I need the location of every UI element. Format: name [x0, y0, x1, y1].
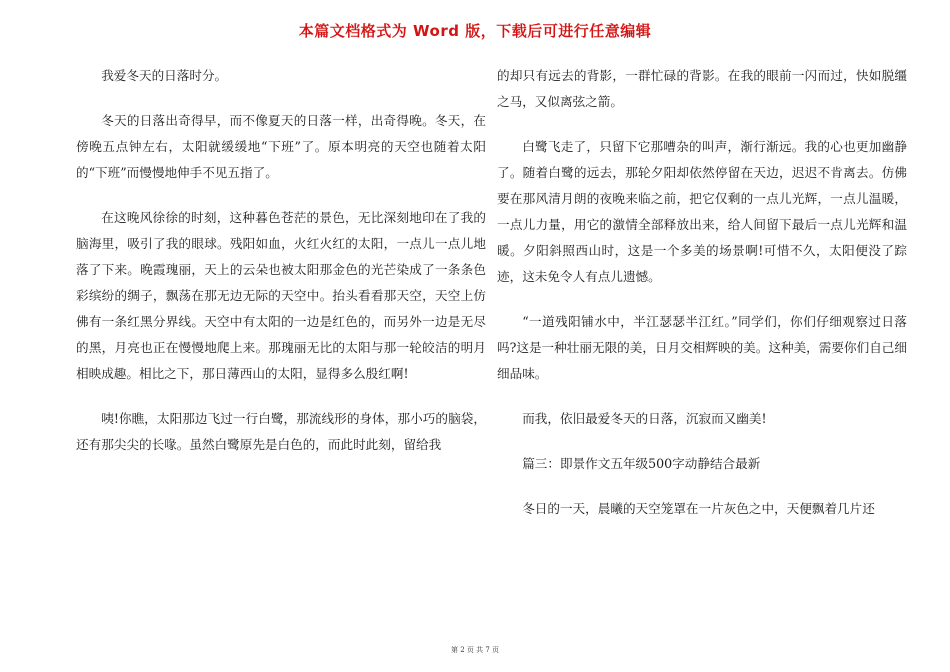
paragraph: 的却只有远去的背影，一群忙碌的背影。在我的眼前一闪而过，快如脱缰之马，又似离弦之箭。: [497, 68, 907, 109]
paragraph: 而我，依旧最爱冬天的日落，沉寂而又幽美!: [522, 411, 767, 426]
paragraph: 我爱冬天的日落时分。: [101, 68, 228, 83]
section-heading: 篇三：即景作文五年级500字动静结合最新: [522, 456, 761, 471]
paragraph: 冬日的一天，晨曦的天空笼罩在一片灰色之中，天便飘着几片还: [522, 501, 875, 516]
left-column: [76, 63, 486, 477]
word-edit-banner: 本篇文档格式为 Word 版，下载后可进行任意编辑: [298, 22, 652, 40]
page-number: 第 2 页 共 7 页: [450, 646, 500, 654]
paragraph: “一道残阳铺水中，半江瑟瑟半江红。”同学们，你们仔细观察过日落吗?这是一种壮丽无限的美，日月交相辉映的美。这种美，需要你们自己细细品味。: [497, 314, 907, 381]
paragraph: 在这晚风徐徐的时刻，这种暮色苍茫的景色，无比深刻地印在了我的脑海里，吸引了我的眼球。残阳如血，火红火红的太阳，一点儿一点儿地落了下来。晚霞瑰丽，天上的云朵也被太阳那金色的光芒染成了一条条色彩缤纷的绸子，飘荡在那无边无际的天空中。抬头看看那天空，天空上仿佛有一条红黑分界线。天空中有太阳的一边是红色的，而另外一边是无尽的黑，月亮也正在慢慢地爬上来。那瑰丽无比的太阳与那一轮皎洁的明月相映成趣。相比之下，那日薄西山的太阳，显得多么殷红啊!: [76, 210, 486, 381]
paragraph: 咦!你瞧，太阳那边飞过一行白鹭，那流线形的身体，那小巧的脑袋，还有那尖尖的长喙。虽然白鹭原先是白色的，而此时此刻，留给我: [76, 411, 486, 452]
paragraph: 白鹭飞走了，只留下它那嘈杂的叫声，渐行渐远。我的心也更加幽静了。随着白鹭的远去，那轮夕阳却依然停留在天边，迟迟不肯离去。仿佛要在那风清月朗的夜晚来临之前，把它仅剩的一点儿光辉，一点儿温暖，一点儿力量，用它的激情全部释放出来，给人间留下最后一点儿光辉和温暖。夕阳斜照西山时，这是一个多美的场景啊!可惜不久，太阳便没了踪迹，这未免令人有点儿遗憾。: [497, 139, 907, 284]
paragraph: 冬天的日落出奇得早，而不像夏天的日落一样，出奇得晚。冬天，在傍晚五点钟左右，太阳就缓缓地“下班”了。原本明亮的天空也随着太阳的“下班”而慢慢地伸手不见五指了。: [76, 113, 486, 180]
right-column: [497, 63, 907, 541]
